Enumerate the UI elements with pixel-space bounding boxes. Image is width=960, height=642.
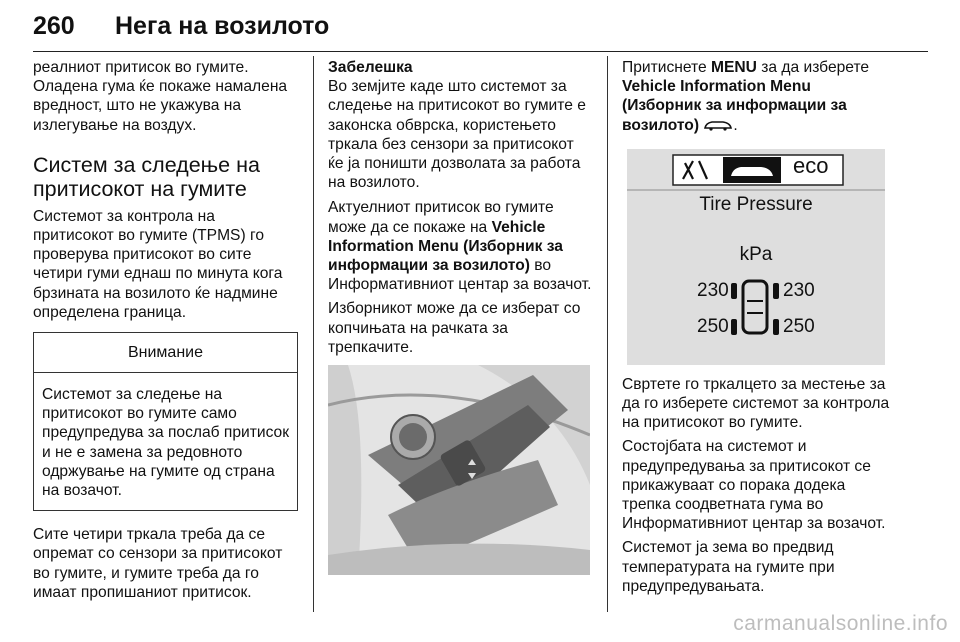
temperature-paragraph: Системот ја зема во предвид температурата на гумите при предупредувањата. [622,539,835,595]
press-menu-paragraph [622,58,890,135]
vehicle-icon [703,119,733,131]
page-number: 260 [33,12,75,40]
thumbwheel-paragraph: Свртете го тркалцето за местење за да го изберете системот за контрола на притисокот во гумите. [622,375,890,432]
text-run: . [733,116,738,134]
page-section-title: Нега на возилото [115,12,330,40]
intro-paragraph: реалниот притисок во гумите. Оладена гума ќе покаже намалена вредност, што не укажува на излегување на воздух. [33,59,288,134]
front-right-pressure: 230 [783,279,815,301]
text-run: во Информативниот центар за возачот. [328,257,592,294]
text-run: Актуелниот притисок во гумите може да се покаже на [328,199,554,236]
rear-right-pressure: 250 [783,315,815,337]
text-run: за да изберете [756,59,870,76]
column-divider [313,56,314,612]
column-left [33,58,298,607]
note-text: Во земјите каде што системот за следење на притисокот во гумите е законска обврска, користењето тркала без сензори за притисокот ќе ја поништи дозволата за работа на возилото. [328,78,586,192]
tpms-description: Системот за контрола на притисокот во гумите (TPMS) го проверува притисокот во сите четири гуми еднаш по минута кога брзината на возилото ќе надмине определена граница. [33,207,283,321]
warning-box [33,332,298,511]
column-divider [607,56,608,612]
tire-pressure-title: Tire Pressure [699,193,813,215]
page-header [33,8,928,52]
tire-pressure-display [627,149,885,365]
text-run: Притиснете [622,59,711,76]
warning-text: Системот за следење на притисокот во гумите само предупредува за послаб притисок и не е замена за редовното одржување на гумите од страна на возачот. [42,386,290,500]
indicator-stalk-illustration [328,365,590,575]
rear-left-pressure: 250 [697,315,729,337]
menu-paragraph [328,198,593,294]
menu-button-name: MENU [710,59,757,76]
sensor-requirement-paragraph: Сите четири тркала треба да се опремат со сензори за притисокот во гумите, и гумите треба да го имаат пропишаниот притисок. [33,526,283,601]
pressure-unit: kPa [739,243,773,265]
indicator-stalk-photo [328,365,590,575]
note-block [328,58,593,192]
footer-watermark: carmanualsonline.info [733,612,948,635]
section-heading-line2: притисокот на гумите [33,176,247,201]
section-heading-line1: Систем за следење на [33,152,260,177]
warning-title: Внимание [34,333,297,373]
menu-name: Vehicle Information Menu (Изборник за информации за возилото) [328,218,563,275]
menu-name: Vehicle Information Menu (Изборник за информации за возилото) [622,78,847,134]
column-right [622,58,890,601]
status-paragraph: Состојбата на системот и предупредувања за притисокот се прикажуваат со порака додека трепка соодветната гума во Информативниот центар за возачот. [622,438,886,533]
buttons-paragraph: Изборникот може да се изберат со копчињата на рачката за трепкачите. [328,300,581,356]
front-left-pressure: 230 [697,279,729,301]
note-title: Забелешка [328,59,413,76]
column-middle [328,58,593,575]
eco-label: eco [793,152,829,178]
section-heading [33,153,298,201]
